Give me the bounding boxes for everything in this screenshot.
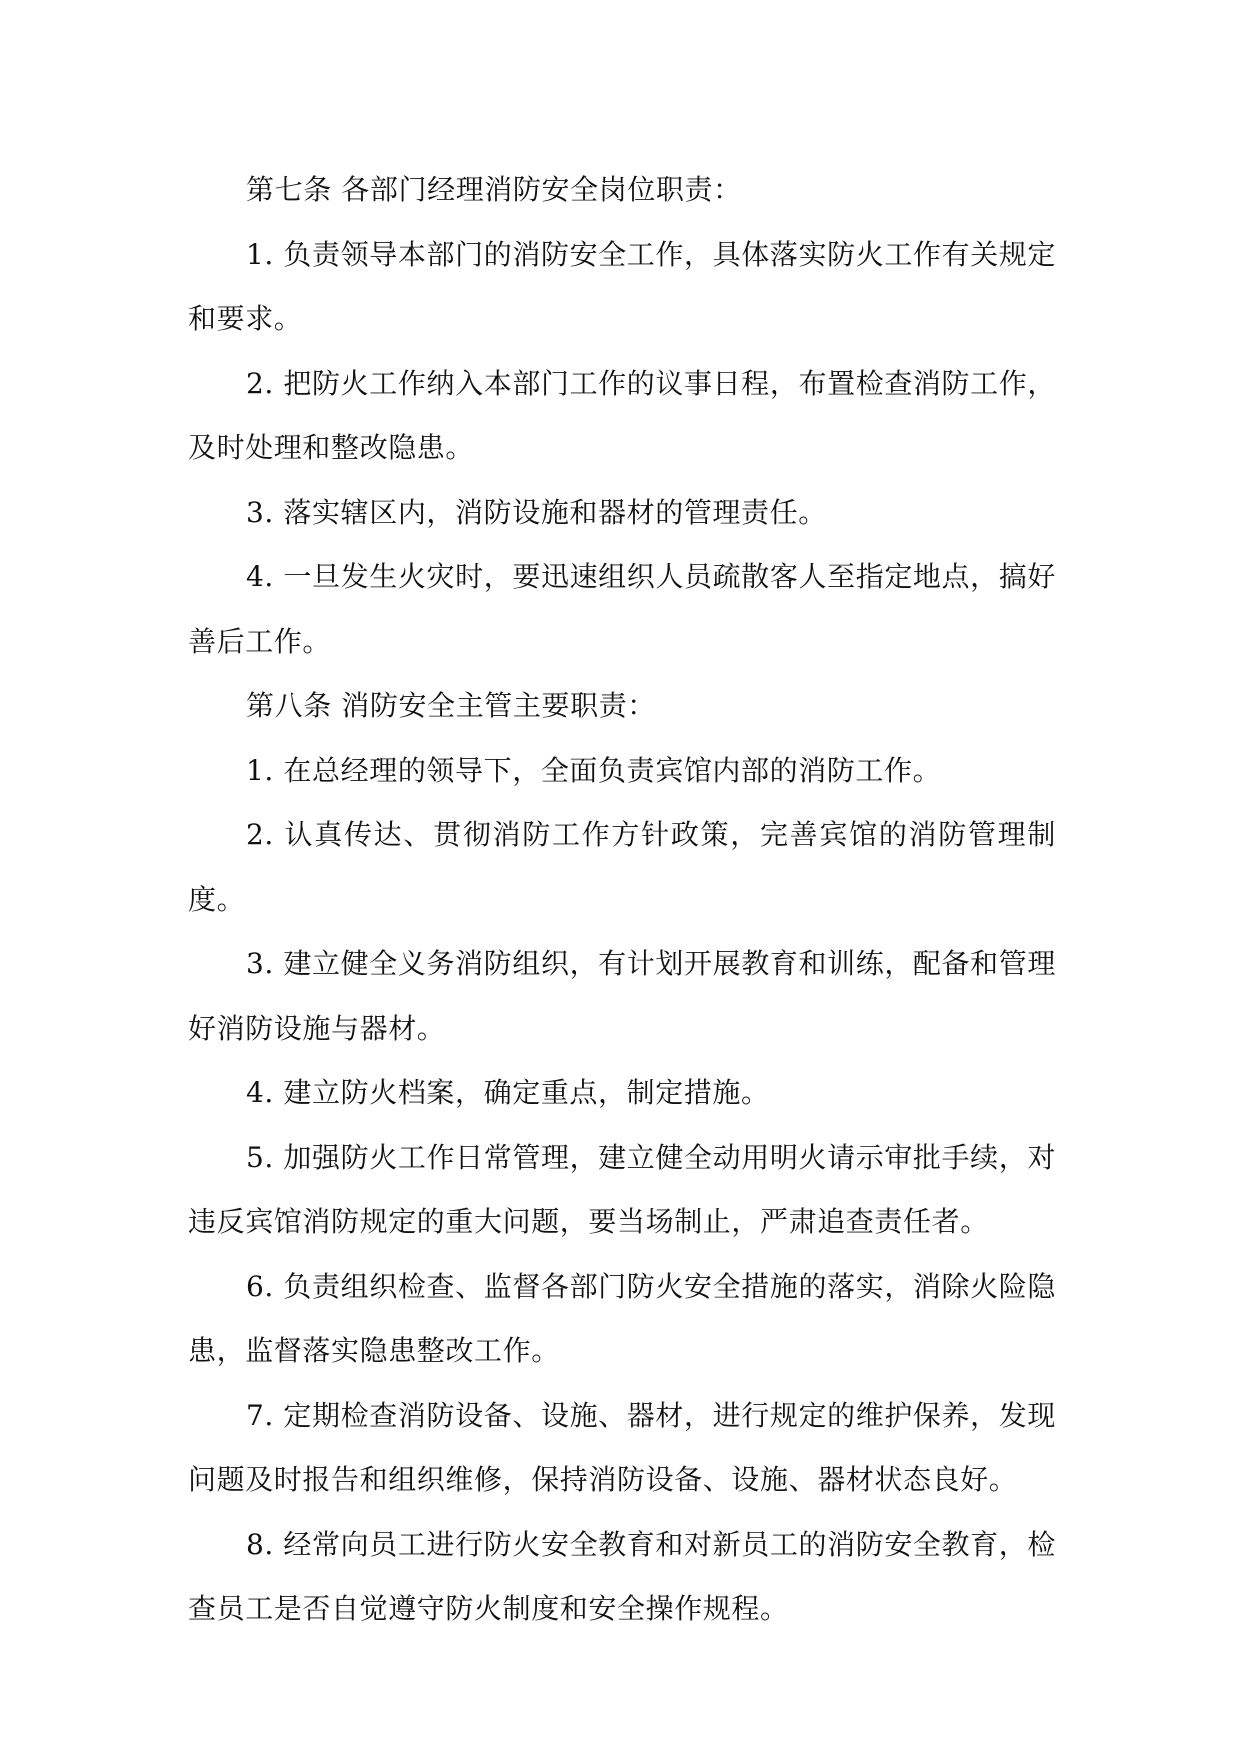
article-8-item-6: 6. 负责组织检查、监督各部门防火安全措施的落实，消除火险隐患，监督落实隐患整改工作。: [188, 1269, 1056, 1367]
article-7-item-3: 3. 落实辖区内，消防设施和器材的管理责任。: [246, 495, 827, 529]
article-8-item-2: 2. 认真传达、贯彻消防工作方针政策，完善宾馆的消防管理制度。: [188, 818, 1056, 916]
article-8-item-3: 3. 建立健全义务消防组织，有计划开展教育和训练，配备和管理好消防设施与器材。: [188, 947, 1056, 1045]
article-7-item-1: 1. 负责领导本部门的消防安全工作，具体落实防火工作有关规定和要求。: [188, 237, 1056, 335]
article-8-item-1: 1. 在总经理的领导下，全面负责宾馆内部的消防工作。: [246, 753, 942, 787]
article-8-item-7: 7. 定期检查消防设备、设施、器材，进行规定的维护保养，发现问题及时报告和组织维修，保持消防设备、设施、器材状态良好。: [188, 1398, 1056, 1496]
document-body: [188, 158, 1056, 1642]
article-8-item-4: 4. 建立防火档案，确定重点，制定措施。: [246, 1076, 770, 1109]
article-7-item-4: 4. 一旦发生火灾时，要迅速组织人员疏散客人至指定地点，搞好善后工作。: [188, 560, 1056, 658]
article-8-heading: 第八条 消防安全主管主要职责：: [246, 689, 656, 722]
article-8-item-5: 5. 加强防火工作日常管理，建立健全动用明火请示审批手续，对违反宾馆消防规定的重大问题，要当场制止，严肃追查责任者。: [188, 1140, 1056, 1238]
article-7-heading: 第七条 各部门经理消防安全岗位职责：: [246, 173, 742, 206]
article-8-item-8: 8. 经常向员工进行防火安全教育和对新员工的消防安全教育，检查员工是否自觉遵守防火制度和安全操作规程。: [188, 1527, 1056, 1625]
article-7-item-2: 2. 把防火工作纳入本部门工作的议事日程，布置检查消防工作，及时处理和整改隐患。: [188, 366, 1056, 464]
